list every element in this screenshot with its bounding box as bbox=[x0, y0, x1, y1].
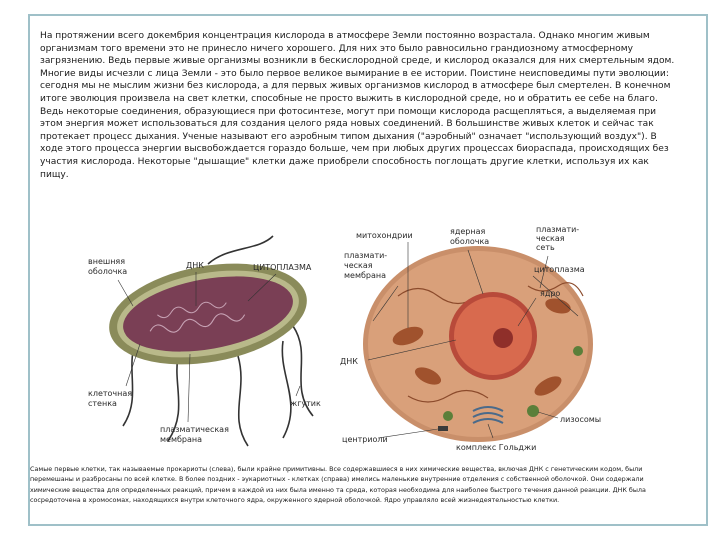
label-mitochondria: митохондрии bbox=[356, 231, 413, 240]
figure-caption: Самые первые клетки, так называемые прокариоты (слева), были крайне примитивны. Все содержавшиеся в них химические вещества, включая ДНК с генетическим кодом, были перемешаны и разбросаны по всей клетке. В более поздних - эукариотных - клетках (справа) имелись маленькие внутренние отделения с собственной оболочкой. Они содержали химические вещества для определенных реакций, причем в каждой из них была именно та среда, которая необходима для наиболее быстрого течения данной реакции. ДНК была сосредоточена в хромосомах, находящихся внутри клеточного ядра, окруженного ядерной оболочкой. Ядро управляло всей жизнедеятельностью клетки. bbox=[30, 465, 646, 504]
lysosome-1 bbox=[527, 405, 539, 417]
frame-line-top bbox=[28, 14, 708, 16]
label-euk-membrane-2: ческая bbox=[344, 261, 373, 270]
prokaryote-cell bbox=[88, 236, 321, 446]
label-prok-membrane-1: плазматическая bbox=[160, 425, 229, 434]
main-paragraph: На протяжении всего докембрия концентрация кислорода в атмосфере Земли постоянно возрастала. Однако многим живым организмам того времени это не принесло ничего хорошего. Для них это было равносильно грандиозному атмосферному загрязнению. Ведь первые живые организмы возникли в бескислородной среде, и кислород оказался для них смертельным ядом. Многие виды исчезли с лица Земли - это было первое великое вымирание в ее истории. Поистине неисповедимы пути эволюции: сегодня мы не мыслим жизни без кислорода, а для первых живых организмов кислород в атмосфере был смертелен. В конечном итоге эволюция произвела на свет клетки, способные не просто выжить в кислородной среде, но и обратить ее себе на благо. Ведь некоторые соединения, образующиеся при фотосинтезе, могут при помощи кислорода расщепляться, а выделяемая при этом энергия может использоваться для создания целого ряда новых соединений. В большинстве живых клеток и сейчас так протекает процесс дыхания. Ученые называют его аэробным типом дыхания ("аэробный" означает "использующий воздух"). В ходе этого процесса энергии высвобождается гораздо больше, чем при любых других процессах биораспада, происходящих без участия кислорода. Некоторые "дышащие" клетки даже приобрели способность поглощать другие клетки, используя их как пищу. bbox=[40, 31, 675, 180]
frame-line-right bbox=[706, 14, 708, 526]
label-euk-membrane-3: мембрана bbox=[344, 271, 387, 280]
label-reticulum-2: ческая bbox=[536, 234, 565, 243]
label-flagellum: жгутик bbox=[290, 399, 321, 408]
label-lysosomes: лизосомы bbox=[560, 415, 602, 424]
label-outer-shell-2: оболочка bbox=[88, 267, 128, 276]
lysosome-3 bbox=[573, 346, 583, 356]
label-cell-wall-2: стенка bbox=[88, 399, 117, 408]
label-reticulum-3: сеть bbox=[536, 243, 555, 252]
leader-flagellum bbox=[296, 386, 300, 396]
label-outer-shell-1: внешняя bbox=[88, 257, 126, 266]
frame-line-bottom bbox=[28, 524, 708, 526]
flagellum-6 bbox=[208, 236, 273, 264]
cell-illustration bbox=[78, 226, 630, 456]
lysosome-2 bbox=[443, 411, 453, 421]
label-nuclear-envelope-2: оболочка bbox=[450, 237, 490, 246]
label-prok-membrane-2: мембрана bbox=[160, 435, 203, 444]
label-nuclear-envelope-1: ядерная bbox=[450, 227, 486, 236]
nucleolus bbox=[493, 328, 513, 348]
label-euk-dna: ДНК bbox=[340, 357, 358, 366]
label-golgi: комплекс Гольджи bbox=[456, 443, 537, 452]
label-cell-wall-1: клеточная bbox=[88, 389, 133, 398]
eukaryote-cell bbox=[340, 226, 601, 452]
label-centrioles: центриоли bbox=[342, 435, 388, 444]
centriole bbox=[438, 426, 448, 431]
frame-line-left bbox=[28, 14, 30, 526]
label-prok-dna: ДНК bbox=[186, 261, 204, 270]
flagellum-3 bbox=[238, 356, 248, 446]
cell-comparison-figure bbox=[78, 226, 630, 456]
label-prok-cytoplasm: ЦИТОПЛАЗМА bbox=[253, 263, 312, 272]
label-euk-membrane-1: плазмати- bbox=[344, 251, 388, 260]
flagellum-2 bbox=[282, 341, 291, 438]
nucleus bbox=[454, 297, 532, 375]
label-nucleus: ядро bbox=[540, 289, 561, 298]
label-euk-cytoplasm: цитоплазма bbox=[534, 265, 585, 274]
label-reticulum-1: плазмати- bbox=[536, 226, 580, 234]
